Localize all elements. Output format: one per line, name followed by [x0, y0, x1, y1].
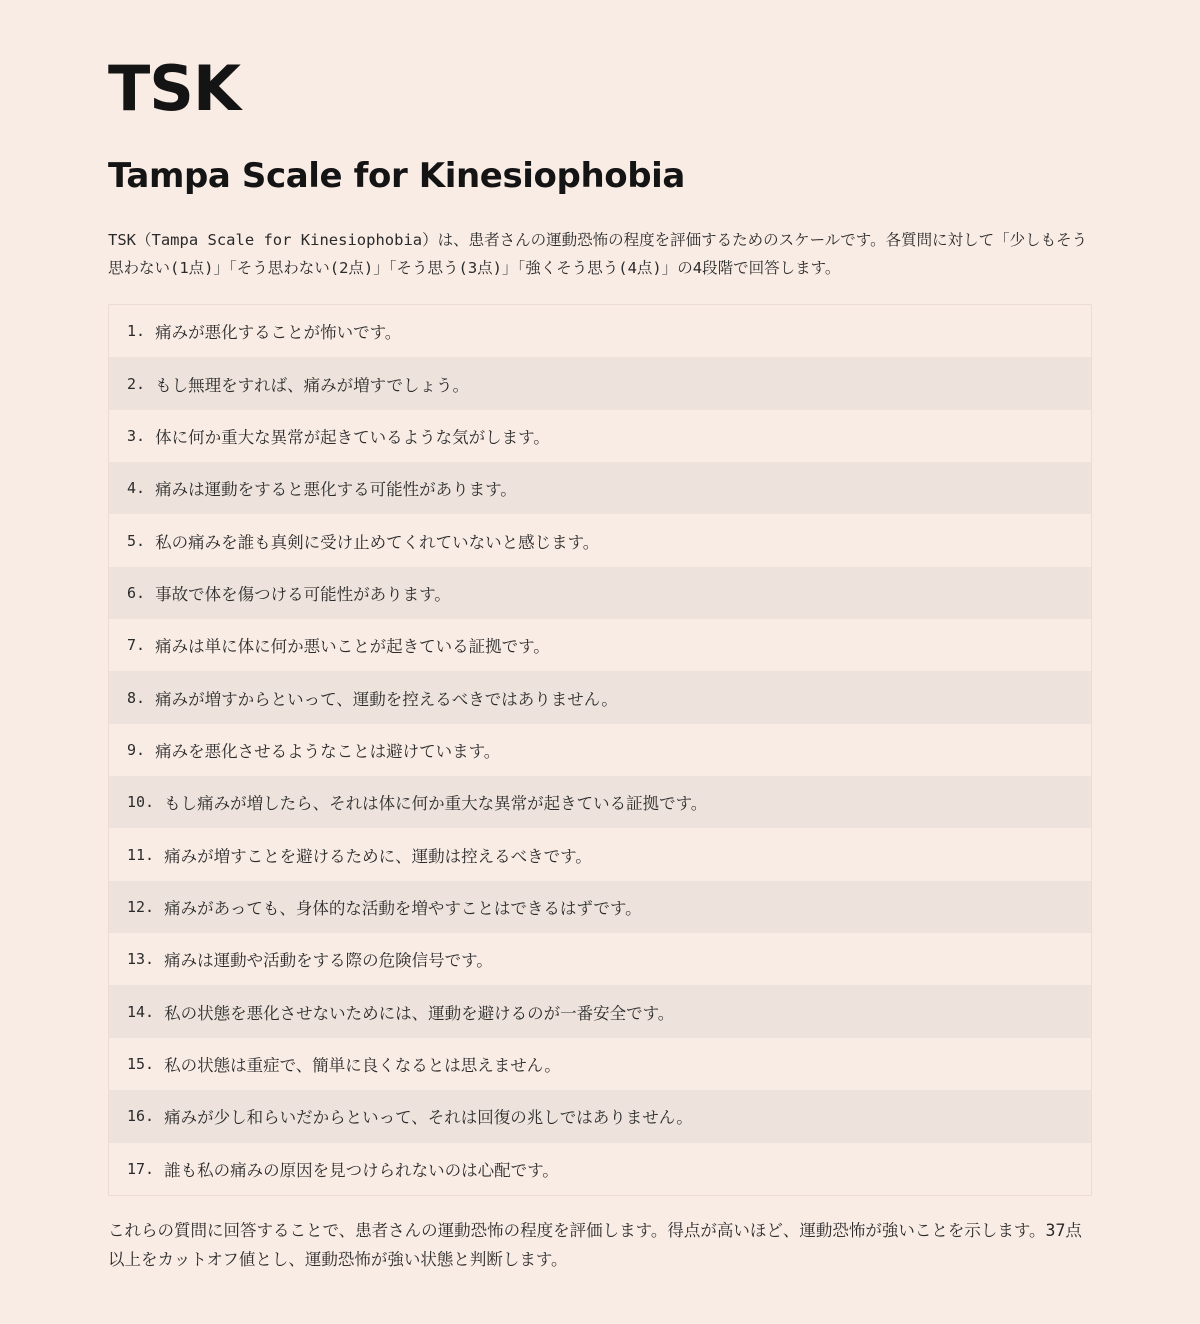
- item-text: 私の状態は重症で、簡単に良くなるとは思えません。: [164, 1055, 561, 1075]
- item-text: 痛みは運動をすると悪化する可能性があります。: [155, 480, 517, 500]
- item-number: 8.: [127, 688, 146, 707]
- item-text: 痛みは運動や活動をする際の危険信号です。: [164, 951, 493, 971]
- list-item: [109, 514, 1091, 566]
- item-number: 1.: [127, 322, 146, 341]
- item-text: 体に何か重大な異常が起きているような気がします。: [155, 427, 550, 447]
- list-item: [109, 357, 1091, 409]
- item-number: 9.: [127, 740, 146, 759]
- item-number: 10.: [127, 793, 155, 812]
- question-list: [108, 304, 1092, 1196]
- item-text: 痛みは単に体に何か悪いことが起きている証拠です。: [155, 637, 550, 657]
- item-number: 17.: [127, 1159, 155, 1178]
- item-text: 痛みがあっても、身体的な活動を増やすことはできるはずです。: [164, 898, 642, 918]
- item-text: 痛みが増すことを避けるために、運動は控えるべきです。: [164, 846, 592, 866]
- item-text: 痛みが悪化することが怖いです。: [155, 323, 402, 343]
- list-item: [109, 671, 1091, 723]
- list-item: [109, 567, 1091, 619]
- item-number: 5.: [127, 531, 146, 550]
- list-item: [109, 776, 1091, 828]
- list-item: [109, 410, 1091, 462]
- list-item: [109, 933, 1091, 985]
- item-number: 16.: [127, 1107, 155, 1126]
- item-text: 私の痛みを誰も真剣に受け止めてくれていないと感じます。: [155, 532, 600, 552]
- intro-paragraph: TSK（Tampa Scale for Kinesiophobia）は、患者さんの運動恐怖の程度を評価するためのスケールです。各質問に対して「少しもそう思わない(1点)」「そう思わない(2点)」「そう思う(3点)」「強くそう思う(4点)」の4段階で回答します。: [108, 231, 1088, 277]
- item-text: もし無理をすれば、痛みが増すでしょう。: [155, 375, 470, 395]
- item-number: 3.: [127, 426, 146, 445]
- list-item: [109, 305, 1091, 357]
- list-item: [109, 462, 1091, 514]
- item-number: 6.: [127, 583, 146, 602]
- item-text: 痛みが少し和らいだからといって、それは回復の兆しではありません。: [164, 1108, 693, 1128]
- list-item: [109, 1090, 1091, 1142]
- item-number: 7.: [127, 636, 146, 655]
- list-item: [109, 985, 1091, 1037]
- page-subtitle: Tampa Scale for Kinesiophobia: [108, 156, 685, 196]
- list-item: [109, 828, 1091, 880]
- list-item: [109, 1143, 1091, 1195]
- item-text: 痛みが増すからといって、運動を控えるべきではありません。: [155, 689, 618, 709]
- item-number: 4.: [127, 479, 146, 498]
- item-text: 私の状態を悪化させないためには、運動を避けるのが一番安全です。: [164, 1003, 675, 1023]
- closing-paragraph: これらの質問に回答することで、患者さんの運動恐怖の程度を評価します。得点が高いほど、運動恐怖が強いことを示します。37点以上をカットオフ値とし、運動恐怖が強い状態と判断します。: [108, 1221, 1082, 1269]
- item-number: 12.: [127, 897, 155, 916]
- item-number: 11.: [127, 845, 155, 864]
- item-text: もし痛みが増したら、それは体に何か重大な異常が起きている証拠です。: [164, 794, 708, 814]
- page-title: TSK: [108, 52, 240, 125]
- item-number: 14.: [127, 1002, 155, 1021]
- list-item: [109, 619, 1091, 671]
- item-number: 2.: [127, 374, 146, 393]
- item-text: 事故で体を傷つける可能性があります。: [155, 584, 451, 604]
- item-text: 誰も私の痛みの原因を見つけられないのは心配です。: [164, 1160, 559, 1180]
- list-item: [109, 724, 1091, 776]
- item-text: 痛みを悪化させるようなことは避けています。: [155, 741, 501, 761]
- list-item: [109, 881, 1091, 933]
- item-number: 13.: [127, 950, 155, 969]
- item-number: 15.: [127, 1054, 155, 1073]
- list-item: [109, 1038, 1091, 1090]
